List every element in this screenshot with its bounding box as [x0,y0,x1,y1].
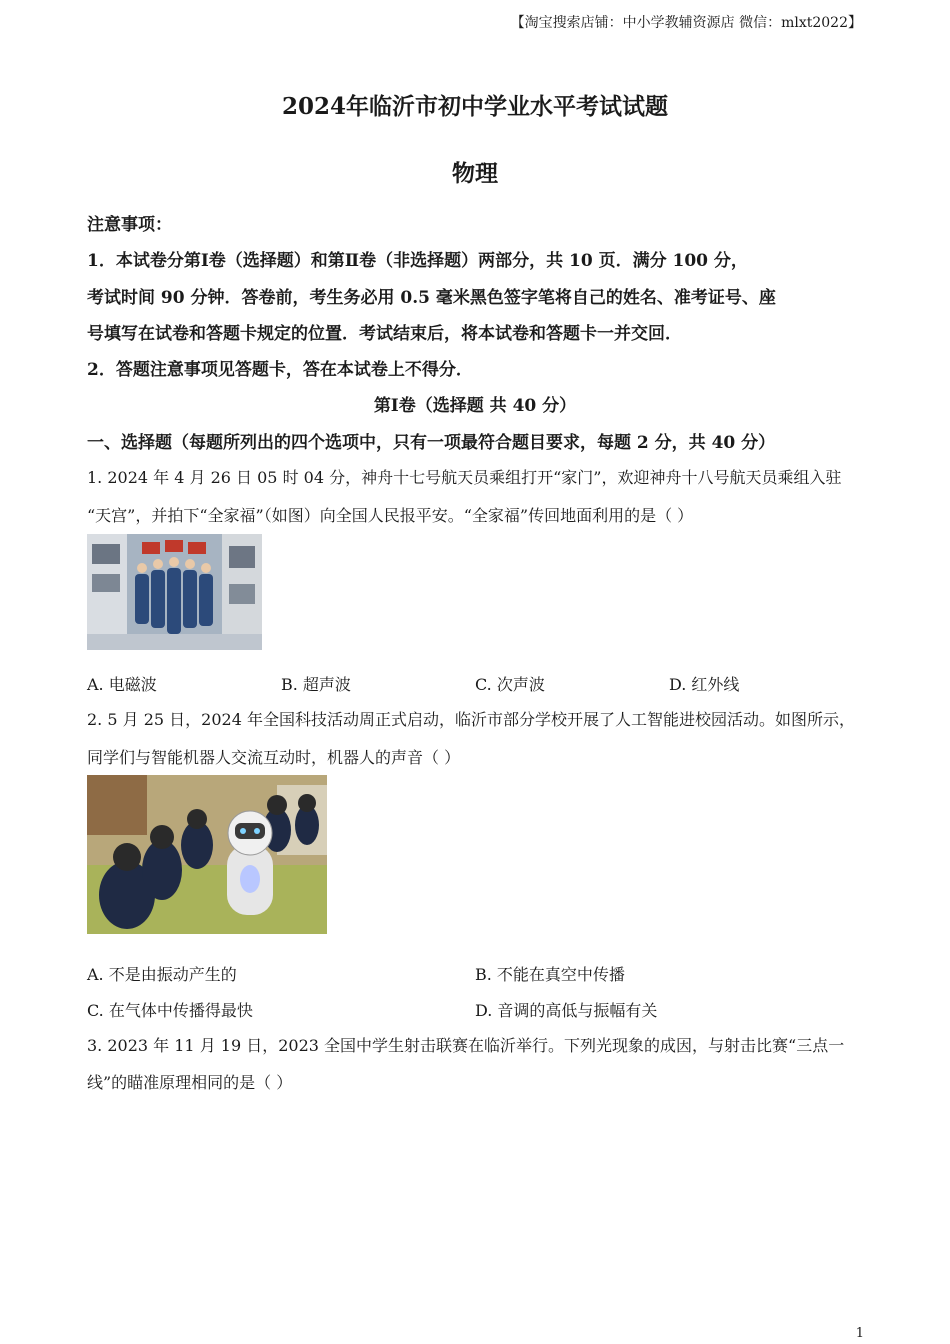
notice-item1-line1: 1．本试卷分第Ⅰ卷（选择题）和第Ⅱ卷（非选择题）两部分，共 10 页．满分 100 分， [87,251,748,271]
space-station-illustration [87,534,262,650]
exam-subject: 物理 [452,160,498,187]
q2-option-d: D. 音调的高低与振幅有关 [475,1001,658,1020]
q1-option-c: C. 次声波 [475,675,545,694]
notice-item2: 2．答题注意事项见答题卡，答在本试卷上不得分． [87,360,473,380]
q1-option-a: A. 电磁波 [87,675,157,694]
notice-heading: 注意事项： [87,215,172,235]
question-3-line1: 3. 2023 年 11 月 19 日，2023 全国中学生射击联赛在临沂举行。下列光现象的成因，与射击比赛“三点一 [87,1036,845,1055]
robot-classroom-illustration [87,775,327,934]
question-1-line2: “天宫”，并拍下“全家福”（如图）向全国人民报平安。“全家福”传回地面利用的是（ ） [87,506,694,525]
robot-classroom-photo [87,775,327,934]
page-number: 1 [855,1326,864,1341]
q1-option-b: B. 超声波 [281,675,351,694]
part-title: 第Ⅰ卷（选择题 共 40 分） [373,396,577,416]
exam-title: 2024年临沂市初中学业水平考试试题 [281,93,668,120]
q2-option-a: A. 不是由振动产生的 [87,965,237,984]
q2-option-b: B. 不能在真空中传播 [475,965,625,984]
question-3-line2: 线”的瞄准原理相同的是（ ） [87,1073,293,1092]
question-2-line1: 2. 5 月 25 日，2024 年全国科技活动周正式启动，临沂市部分学校开展了人工智能进校园活动。如图所示， [87,710,855,729]
question-2-line2: 同学们与智能机器人交流互动时，机器人的声音（ ） [87,748,461,767]
header-watermark: 【淘宝搜索店铺：中小学教辅资源店 微信：mlxt2022】 [510,15,862,31]
space-station-photo [87,534,262,650]
notice-item1-line3: 号填写在试卷和答题卡规定的位置．考试结束后，将本试卷和答题卡一并交回． [87,324,682,344]
section-heading: 一、选择题（每题所列出的四个选项中，只有一项最符合题目要求，每题 2 分，共 40 分） [87,433,776,453]
q1-option-d: D. 红外线 [669,675,740,694]
notice-item1-line2: 考试时间 90 分钟．答卷前，考生务必用 0.5 毫米黑色签字笔将自己的姓名、准考证号、座 [87,288,776,308]
question-1-line1: 1. 2024 年 4 月 26 日 05 时 04 分，神舟十七号航天员乘组打开“家门”，欢迎神舟十八号航天员乘组入驻 [87,468,842,487]
q2-option-c: C. 在气体中传播得最快 [87,1001,253,1020]
